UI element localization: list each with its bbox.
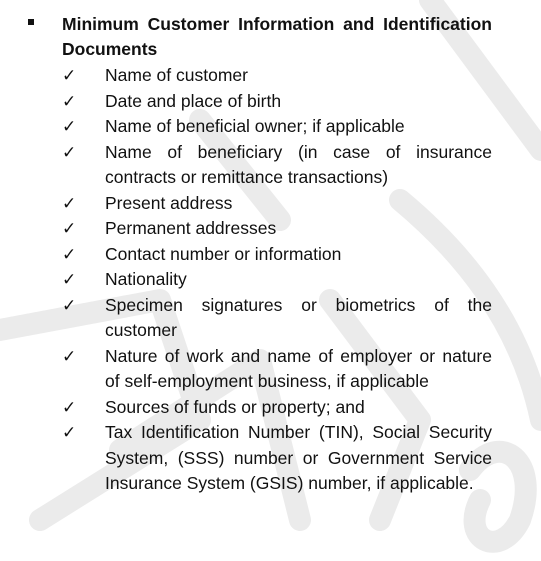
list-item <box>0 293 492 344</box>
check-mark-icon: ✓ <box>62 270 77 290</box>
list-item-text: Sources of funds or property; and <box>105 396 365 417</box>
list-item <box>0 89 492 115</box>
list-item-text: Nationality <box>105 269 187 289</box>
list-item-text: Nature of work and name of employer or nature of self-employment business, if applicable <box>105 345 492 391</box>
check-mark-icon: ✓ <box>62 219 77 239</box>
list-item <box>0 216 492 242</box>
list-item-text: Name of customer <box>105 65 248 85</box>
square-bullet-icon <box>28 19 34 25</box>
check-mark-icon: ✓ <box>62 91 77 112</box>
requirements-list <box>0 63 541 497</box>
list-item <box>0 114 492 140</box>
check-mark-icon: ✓ <box>62 193 77 214</box>
list-item-text: Permanent addresses <box>105 218 277 238</box>
check-mark-icon: ✓ <box>62 423 77 443</box>
check-mark-icon: ✓ <box>62 346 77 367</box>
check-mark-icon: ✓ <box>62 117 77 137</box>
list-item-text: Tax Identification Number (TIN), Social Security System, (SSS) number or Government Service Insurance System (GSIS) number, if applicable. <box>105 422 492 493</box>
list-item-text: Date and place of birth <box>105 90 282 111</box>
section-heading: Minimum Customer Information and Identification Documents <box>62 14 492 59</box>
list-item <box>0 191 492 217</box>
list-item-text: Present address <box>105 192 233 213</box>
check-mark-icon: ✓ <box>62 66 77 86</box>
list-item <box>0 395 492 421</box>
list-item-text: Specimen signatures or biometrics of the customer <box>105 294 492 340</box>
list-item <box>0 140 492 191</box>
list-item-text: Name of beneficiary (in case of insurance contracts or remittance transactions) <box>105 141 492 187</box>
list-item <box>0 63 492 89</box>
check-mark-icon: ✓ <box>62 142 77 163</box>
check-mark-icon: ✓ <box>62 244 77 265</box>
list-item-text: Name of beneficial owner; if applicable <box>105 116 405 136</box>
check-mark-icon: ✓ <box>62 295 77 316</box>
list-item <box>0 420 492 497</box>
check-mark-icon: ✓ <box>62 397 77 418</box>
list-item <box>0 242 492 268</box>
list-item <box>0 344 492 395</box>
list-item-text: Contact number or information <box>105 243 342 264</box>
list-item <box>0 267 492 293</box>
